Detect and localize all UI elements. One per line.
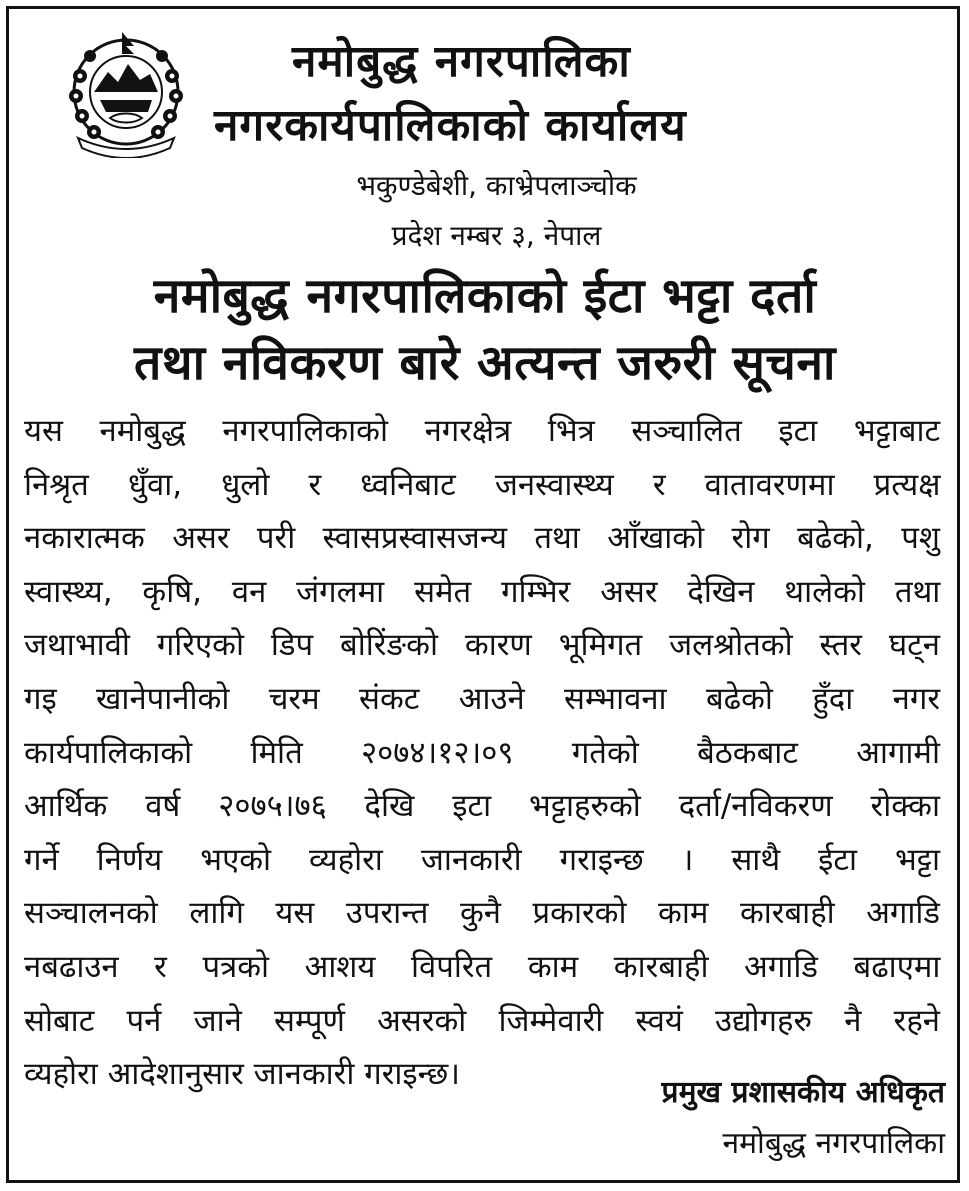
- address-line-1: भकुण्डेबेशी, काभ्रेपलाञ्चोक: [356, 169, 637, 202]
- body-line: गर्ने निर्णय भएको व्यहोरा जानकारी गराइन्छ । साथै ईटा भट्टा: [24, 841, 940, 878]
- notice-body: [24, 405, 940, 1102]
- body-line: सञ्चालनको लागि यस उपरान्त कुनै प्रकारको काम कारबाही अगाडि: [24, 895, 940, 932]
- notice-title-line-2: तथा नविकरण बारे अत्यन्त जरुरी सूचना: [134, 335, 836, 391]
- body-line: सोबाट पर्न जाने सम्पूर्ण असरको जिम्मेवारी स्वयं उद्योगहरु नै रहने: [24, 1002, 940, 1039]
- body-line: आर्थिक वर्ष २०७५।७६ देखि इटा भट्टाहरुको दर्ता/नविकरण रोक्का: [24, 788, 940, 825]
- address-line-2: प्रदेश नम्बर ३, नेपाल: [391, 219, 602, 252]
- body-line: कार्यपालिकाको मिति २०७४।१२।०९ गतेको बैठकबाट आगामी: [24, 734, 940, 771]
- body-line: गइ खानेपानीको चरम संकट आउने सम्भावना बढेको हुँदा नगर: [24, 680, 940, 717]
- signatory-title: प्रमुख प्रशासकीय अधिकृत: [661, 1075, 945, 1110]
- body-line: निश्रृत धुँवा, धुलो र ध्वनिबाट जनस्वास्थ्य र वातावरणमा प्रत्यक्ष: [24, 466, 941, 503]
- signatory-office: नमोबुद्ध नगरपालिका: [722, 1126, 945, 1161]
- body-line: नकारात्मक असर परी स्वासप्रस्वासजन्य तथा आँखाको रोग बढेको, पशु: [24, 520, 940, 557]
- body-line: स्वास्थ्य, कृषि, वन जंगलमा समेत गम्भिर असर देखिन थालेको तथा: [24, 573, 941, 610]
- notice-title-line-1: नमोबुद्ध नगरपालिकाको ईटा भट्टा दर्ता: [153, 268, 817, 324]
- office-name: नगरकार्यपालिकाको कार्यालय: [214, 100, 687, 151]
- body-line: यस नमोबुद्ध नगरपालिकाको नगरक्षेत्र भित्र सञ्चालित इटा भट्टाबाट: [24, 413, 941, 449]
- body-line: जथाभावी गरिएको डिप बोरिंङको कारण भूमिगत जलश्रोतको स्तर घट्न: [24, 627, 940, 664]
- body-line: नबढाउन र पत्रको आशय विपरित काम कारबाही अगाडि बढाएमा: [24, 948, 941, 985]
- body-line: व्यहोरा आदेशानुसार जानकारी गराइन्छ।: [24, 1056, 460, 1093]
- municipality-name: नमोबुद्ध नगरपालिका: [292, 36, 631, 87]
- nepal-government-emblem: [60, 26, 192, 158]
